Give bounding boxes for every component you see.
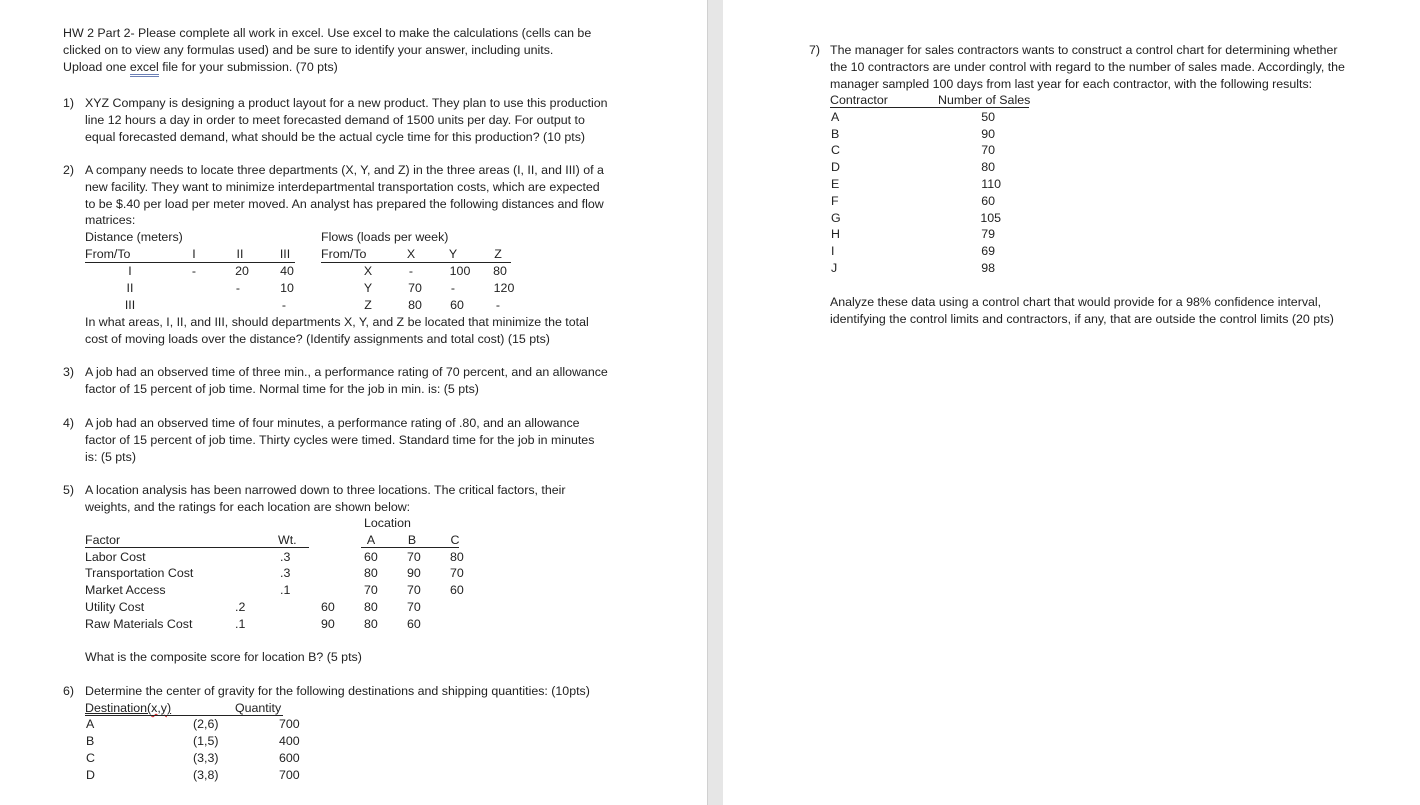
- rating-c: 70: [450, 566, 464, 580]
- factor-name: Transportation Cost: [85, 566, 194, 580]
- q5-line: weights, and the ratings for each location are shown below:: [85, 500, 411, 514]
- q7-line: manager sampled 100 days from last year for each contractor, with the following results:: [830, 77, 1313, 91]
- destination-label: C: [86, 751, 95, 765]
- flows-cell: -: [408, 264, 414, 278]
- q2-after-line: cost of moving loads over the distance? (Identify assignments and total cost) (15 pts): [85, 332, 550, 346]
- flows-cell: 80: [408, 298, 422, 312]
- q1-line: line 12 hours a day in order to meet forecasted demand of 1500 units per day. For output to: [85, 113, 585, 127]
- distance-cell: 10: [280, 281, 294, 295]
- location-label: Location: [364, 516, 411, 530]
- rating-b: 70: [407, 583, 421, 597]
- destination-header: [85, 700, 171, 716]
- flows-col-header: X: [406, 247, 416, 261]
- distance-cell: -: [281, 298, 287, 312]
- factor-weight: .1: [280, 583, 291, 597]
- rating-c: 60: [407, 617, 421, 631]
- q2-after-line: In what areas, I, II, and III, should departments X, Y, and Z be located that minimize the total: [85, 315, 589, 329]
- factor-header: Factor: [85, 533, 121, 547]
- contractor-sales: 60: [981, 194, 995, 208]
- flows-row-label: Z: [364, 298, 372, 312]
- destination-label: D: [86, 768, 95, 782]
- destination-header-post: ): [166, 701, 172, 715]
- q4-number: 4): [63, 416, 75, 430]
- distance-cell: 40: [280, 264, 294, 278]
- rating-b: 80: [364, 617, 378, 631]
- q1-number: 1): [63, 96, 75, 110]
- rating-b: 90: [407, 566, 421, 580]
- distance-row-label: I: [128, 264, 132, 278]
- rating-a: 80: [364, 566, 378, 580]
- q7-after-line: Analyze these data using a control chart that would provide for a 98% confidence interval,: [830, 295, 1322, 309]
- header-line-3-pre: Upload one: [63, 60, 130, 74]
- factor-name: Utility Cost: [85, 600, 145, 614]
- location-c-header: C: [450, 533, 460, 547]
- factor-name: Labor Cost: [85, 550, 146, 564]
- contractor-label: E: [831, 177, 840, 191]
- flows-cell: 80: [493, 264, 507, 278]
- quantity-header: Quantity: [235, 701, 282, 715]
- factor-header-rule: [85, 547, 309, 548]
- rating-c: 60: [450, 583, 464, 597]
- q5-line: A location analysis has been narrowed down to three locations. The critical factors, their: [85, 483, 566, 497]
- location-a-header: A: [366, 533, 376, 547]
- flows-cell: -: [450, 281, 456, 295]
- q4-line: A job had an observed time of four minutes, a performance rating of .80, and an allowance: [85, 416, 580, 430]
- contractor-label: I: [831, 244, 835, 258]
- q3-line: factor of 15 percent of job time. Normal time for the job in min. is: (5 pts): [85, 382, 479, 396]
- contractor-label: B: [831, 127, 840, 141]
- contractor-label: H: [831, 227, 840, 241]
- document-page-right: [723, 0, 1420, 805]
- flows-col-header: Z: [494, 247, 502, 261]
- factor-name: Market Access: [85, 583, 166, 597]
- rating-a: 90: [321, 617, 335, 631]
- q7-after-line: identifying the control limits and contractors, if any, that are outside the control limits (20 pts): [830, 312, 1334, 326]
- destination-quantity: 700: [279, 717, 300, 731]
- spellcheck-word-excel: excel: [130, 60, 159, 77]
- spellcheck-word-xy: x,y: [151, 701, 167, 715]
- flows-cell: -: [495, 298, 501, 312]
- factor-weight: .2: [235, 600, 246, 614]
- contractor-label: J: [831, 261, 838, 275]
- q7-number: 7): [809, 43, 821, 57]
- q2-number: 2): [63, 163, 75, 177]
- header-line-2: clicked on to view any formulas used) and be sure to identify your answer, including units.: [63, 43, 554, 57]
- factor-name: Raw Materials Cost: [85, 617, 193, 631]
- q2-line: to be $.40 per load per meter moved. An analyst has prepared the following distances and flow: [85, 197, 604, 211]
- flows-table-corner: From/To: [321, 247, 367, 261]
- distance-cell: 20: [235, 264, 249, 278]
- rating-a: 60: [364, 550, 378, 564]
- contractor-sales: 105: [980, 211, 1001, 225]
- flows-row-label: X: [363, 264, 373, 278]
- location-b-header: B: [407, 533, 417, 547]
- rating-b: 80: [364, 600, 378, 614]
- factor-weight: .3: [280, 550, 291, 564]
- flows-cell: 70: [408, 281, 422, 295]
- destination-xy: (3,8): [193, 768, 219, 782]
- q4-line: is: (5 pts): [85, 450, 136, 464]
- q1-line: equal forecasted demand, what should be the actual cycle time for this production? (10 pts): [85, 130, 586, 144]
- factor-weight: .3: [280, 566, 291, 580]
- contractor-label: G: [831, 211, 841, 225]
- destination-quantity: 700: [279, 768, 300, 782]
- destination-header-pre: Destination(: [85, 701, 152, 715]
- contractor-sales: 98: [981, 261, 995, 275]
- contractor-header-rule: [830, 107, 1029, 108]
- distance-col-header: I: [192, 247, 196, 261]
- rating-c: 80: [450, 550, 464, 564]
- destination-label: B: [86, 734, 95, 748]
- q4-line: factor of 15 percent of job time. Thirty cycles were timed. Standard time for the job in minutes: [85, 433, 595, 447]
- rating-b: 70: [407, 550, 421, 564]
- contractor-label: F: [831, 194, 839, 208]
- distance-table-title: Distance (meters): [85, 230, 183, 244]
- distance-table-corner: From/To: [85, 247, 131, 261]
- header-line-1: HW 2 Part 2- Please complete all work in excel. Use excel to make the calculations (cells can be: [63, 26, 592, 40]
- distance-col-header: II: [236, 247, 244, 261]
- contractor-sales: 90: [981, 127, 995, 141]
- contractor-label: C: [831, 143, 840, 157]
- flows-cell: 120: [493, 281, 515, 295]
- q2-line: matrices:: [85, 213, 136, 227]
- distance-row-label: II: [126, 281, 134, 295]
- rating-c: 70: [407, 600, 421, 614]
- q7-line: The manager for sales contractors wants to construct a control chart for determining whether: [830, 43, 1338, 57]
- destination-label: A: [86, 717, 95, 731]
- destination-header-rule: [85, 715, 283, 716]
- header-line-3: [63, 59, 338, 75]
- contractor-sales: 69: [981, 244, 995, 258]
- contractor-header: Contractor: [830, 93, 888, 107]
- destination-quantity: 600: [279, 751, 300, 765]
- location-header-rule: [361, 547, 459, 548]
- distance-cell: -: [235, 281, 241, 295]
- flows-row-label: Y: [363, 281, 373, 295]
- header-line-3-post: file for your submission. (70 pts): [158, 60, 338, 74]
- rating-a: 60: [321, 600, 335, 614]
- contractor-label: A: [831, 110, 840, 124]
- q6-line: Determine the center of gravity for the following destinations and shipping quantities: (10pts): [85, 684, 590, 698]
- distance-col-header: III: [279, 247, 291, 261]
- q5-question: What is the composite score for location B? (5 pts): [85, 650, 362, 664]
- contractor-sales: 79: [981, 227, 995, 241]
- destination-xy: (3,3): [193, 751, 219, 765]
- distance-row-label: III: [124, 298, 136, 312]
- destination-xy: (2,6): [193, 717, 219, 731]
- flows-cell: 100: [449, 264, 471, 278]
- q2-line: new facility. They want to minimize interdepartmental transportation costs, which are expected: [85, 180, 600, 194]
- document-page-left: [0, 0, 707, 805]
- destination-quantity: 400: [279, 734, 300, 748]
- contractor-sales: 70: [981, 143, 995, 157]
- flows-table-title: Flows (loads per week): [321, 230, 449, 244]
- destination-xy: (1,5): [193, 734, 219, 748]
- contractor-label: D: [831, 160, 840, 174]
- q7-line: the 10 contractors are under control with regard to the number of sales made. Accordingly, the: [830, 60, 1345, 74]
- contractor-sales: 110: [981, 177, 1001, 191]
- q1-line: XYZ Company is designing a product layout for a new product. They plan to use this production: [85, 96, 608, 110]
- weight-header: Wt.: [278, 533, 297, 547]
- q3-number: 3): [63, 365, 75, 379]
- q2-line: A company needs to locate three departments (X, Y, and Z) in the three areas (I, II, and III) of a: [85, 163, 604, 177]
- q5-number: 5): [63, 483, 75, 497]
- factor-weight: .1: [235, 617, 246, 631]
- distance-cell: -: [191, 264, 197, 278]
- rating-a: 70: [364, 583, 378, 597]
- q3-line: A job had an observed time of three min., a performance rating of 70 percent, and an allowance: [85, 365, 608, 379]
- contractor-sales: 50: [981, 110, 995, 124]
- sales-header: Number of Sales: [938, 93, 1031, 107]
- contractor-sales: 80: [981, 160, 995, 174]
- flows-cell: 60: [450, 298, 464, 312]
- flows-col-header: Y: [448, 247, 458, 261]
- q6-number: 6): [63, 684, 75, 698]
